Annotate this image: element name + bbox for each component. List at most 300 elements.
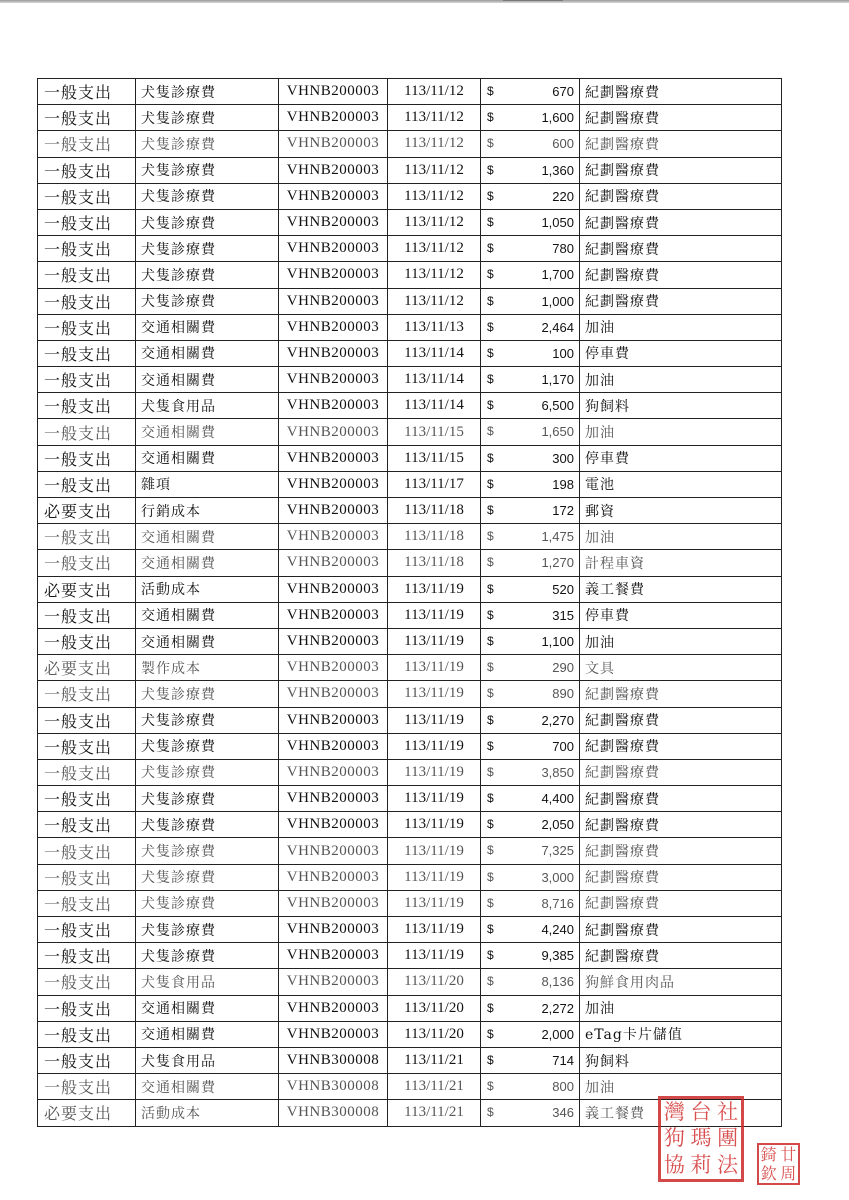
expense-item-cell: 犬隻診療費 — [136, 681, 279, 707]
expense-item-cell: 犬隻食用品 — [136, 393, 279, 419]
amount-value: 6,500 — [541, 398, 574, 414]
expense-category-cell: 一般支出 — [38, 1021, 136, 1047]
voucher-code-cell: VHNB200003 — [279, 838, 388, 864]
currency-symbol: $ — [487, 843, 494, 858]
amount-value: 4,400 — [541, 791, 574, 807]
date-cell: 113/11/12 — [388, 157, 481, 183]
date-cell: 113/11/12 — [388, 288, 481, 314]
voucher-code-cell: VHNB200003 — [279, 498, 388, 524]
note-cell: 郵資 — [580, 498, 782, 524]
amount-value: 890 — [552, 686, 574, 702]
amount-cell — [481, 786, 580, 812]
amount-cell — [481, 79, 580, 105]
expense-item-cell: 交通相關費 — [136, 995, 279, 1021]
currency-symbol: $ — [487, 791, 494, 806]
expense-item-cell: 雜項 — [136, 471, 279, 497]
voucher-code-cell: VHNB200003 — [279, 524, 388, 550]
expense-item-cell: 犬隻診療費 — [136, 786, 279, 812]
expense-item-cell: 交通相關費 — [136, 628, 279, 654]
currency-symbol: $ — [487, 267, 494, 282]
table-row — [38, 393, 782, 419]
amount-cell — [481, 681, 580, 707]
expense-category-cell: 一般支出 — [38, 419, 136, 445]
expense-category-cell: 一般支出 — [38, 943, 136, 969]
table-row — [38, 131, 782, 157]
voucher-code-cell: VHNB200003 — [279, 995, 388, 1021]
note-cell: 停車費 — [580, 602, 782, 628]
expense-item-cell: 犬隻診療費 — [136, 733, 279, 759]
amount-value: 315 — [552, 607, 574, 623]
amount-value: 3,850 — [541, 764, 574, 780]
expense-item-cell: 交通相關費 — [136, 314, 279, 340]
amount-cell — [481, 969, 580, 995]
currency-symbol: $ — [487, 974, 494, 989]
table-row — [38, 890, 782, 916]
table-row — [38, 733, 782, 759]
voucher-code-cell: VHNB200003 — [279, 183, 388, 209]
voucher-code-cell: VHNB200003 — [279, 1021, 388, 1047]
table-row — [38, 655, 782, 681]
expense-category-cell: 一般支出 — [38, 995, 136, 1021]
currency-symbol: $ — [487, 529, 494, 544]
note-cell: 加油 — [580, 367, 782, 393]
date-cell: 113/11/19 — [388, 681, 481, 707]
amount-cell — [481, 445, 580, 471]
amount-cell — [481, 236, 580, 262]
expense-category-cell: 一般支出 — [38, 314, 136, 340]
expense-category-cell: 一般支出 — [38, 471, 136, 497]
voucher-code-cell: VHNB200003 — [279, 733, 388, 759]
amount-value: 9,385 — [541, 948, 574, 964]
expense-category-cell: 必要支出 — [38, 498, 136, 524]
currency-symbol: $ — [487, 188, 494, 203]
expense-item-cell: 交通相關費 — [136, 445, 279, 471]
expense-category-cell: 一般支出 — [38, 131, 136, 157]
table-row — [38, 786, 782, 812]
note-cell: 紀劃醫療費 — [580, 183, 782, 209]
amount-cell — [481, 157, 580, 183]
expense-item-cell: 犬隻診療費 — [136, 838, 279, 864]
date-cell: 113/11/21 — [388, 1047, 481, 1073]
voucher-code-cell: VHNB200003 — [279, 969, 388, 995]
currency-symbol: $ — [487, 660, 494, 675]
expense-item-cell: 交通相關費 — [136, 524, 279, 550]
expense-category-cell: 一般支出 — [38, 917, 136, 943]
note-cell: 加油 — [580, 314, 782, 340]
expense-item-cell: 活動成本 — [136, 576, 279, 602]
note-cell: 電池 — [580, 471, 782, 497]
date-cell: 113/11/20 — [388, 995, 481, 1021]
amount-cell — [481, 393, 580, 419]
expense-item-cell: 犬隻診療費 — [136, 288, 279, 314]
amount-cell — [481, 995, 580, 1021]
currency-symbol: $ — [487, 450, 494, 465]
date-cell: 113/11/21 — [388, 1100, 481, 1126]
currency-symbol: $ — [487, 1079, 494, 1094]
expense-item-cell: 犬隻診療費 — [136, 707, 279, 733]
note-cell: 紀劃醫療費 — [580, 262, 782, 288]
amount-value: 8,136 — [541, 974, 574, 990]
note-cell: 紀劃醫療費 — [580, 733, 782, 759]
note-cell: 紀劃醫療費 — [580, 105, 782, 131]
currency-symbol: $ — [487, 869, 494, 884]
note-cell: 加油 — [580, 628, 782, 654]
currency-symbol: $ — [487, 1105, 494, 1120]
date-cell: 113/11/12 — [388, 183, 481, 209]
amount-cell — [481, 1021, 580, 1047]
amount-value: 714 — [552, 1052, 574, 1068]
amount-value: 1,270 — [541, 555, 574, 571]
table-row — [38, 995, 782, 1021]
table-row — [38, 340, 782, 366]
note-cell: 紀劃醫療費 — [580, 288, 782, 314]
note-cell: 紀劃醫療費 — [580, 917, 782, 943]
currency-symbol: $ — [487, 712, 494, 727]
amount-value: 220 — [552, 188, 574, 204]
expense-item-cell: 犬隻食用品 — [136, 969, 279, 995]
date-cell: 113/11/19 — [388, 576, 481, 602]
amount-value: 8,716 — [541, 895, 574, 911]
amount-cell — [481, 131, 580, 157]
currency-symbol: $ — [487, 948, 494, 963]
date-cell: 113/11/12 — [388, 209, 481, 235]
amount-cell — [481, 367, 580, 393]
note-cell: 停車費 — [580, 340, 782, 366]
date-cell: 113/11/20 — [388, 1021, 481, 1047]
expense-item-cell: 犬隻診療費 — [136, 79, 279, 105]
personal-seal: 錡 廿 欽 周 — [757, 1143, 800, 1185]
note-cell: 加油 — [580, 419, 782, 445]
amount-cell — [481, 890, 580, 916]
table-row — [38, 419, 782, 445]
amount-cell — [481, 262, 580, 288]
expense-category-cell: 一般支出 — [38, 236, 136, 262]
expense-category-cell: 一般支出 — [38, 550, 136, 576]
date-cell: 113/11/18 — [388, 524, 481, 550]
expense-category-cell: 一般支出 — [38, 1047, 136, 1073]
note-cell: 紀劃醫療費 — [580, 236, 782, 262]
amount-cell — [481, 655, 580, 681]
expense-category-cell: 一般支出 — [38, 157, 136, 183]
note-cell: 狗飼料 — [580, 393, 782, 419]
currency-symbol: $ — [487, 424, 494, 439]
currency-symbol: $ — [487, 922, 494, 936]
currency-symbol: $ — [487, 1026, 494, 1041]
expense-item-cell: 犬隻診療費 — [136, 943, 279, 969]
note-cell: 紀劃醫療費 — [580, 209, 782, 235]
expense-item-cell: 犬隻診療費 — [136, 157, 279, 183]
expense-item-cell: 犬隻診療費 — [136, 812, 279, 838]
amount-value: 2,000 — [541, 1026, 574, 1042]
date-cell: 113/11/18 — [388, 550, 481, 576]
voucher-code-cell: VHNB200003 — [279, 419, 388, 445]
note-cell: 紀劃醫療費 — [580, 707, 782, 733]
currency-symbol: $ — [487, 633, 494, 648]
amount-value: 1,000 — [541, 293, 574, 309]
amount-value: 2,270 — [541, 712, 574, 728]
voucher-code-cell: VHNB200003 — [279, 209, 388, 235]
expense-category-cell: 一般支出 — [38, 812, 136, 838]
expense-category-cell: 一般支出 — [38, 340, 136, 366]
table-row — [38, 759, 782, 785]
amount-value: 4,240 — [541, 922, 574, 937]
date-cell: 113/11/19 — [388, 786, 481, 812]
date-cell: 113/11/15 — [388, 445, 481, 471]
expense-ledger-table — [37, 78, 782, 1127]
currency-symbol: $ — [487, 319, 494, 334]
date-cell: 113/11/19 — [388, 759, 481, 785]
amount-value: 1,050 — [541, 214, 574, 230]
date-cell: 113/11/19 — [388, 864, 481, 890]
amount-cell — [481, 288, 580, 314]
amount-cell — [481, 183, 580, 209]
expense-item-cell: 行銷成本 — [136, 498, 279, 524]
expense-item-cell: 犬隻診療費 — [136, 890, 279, 916]
expense-category-cell: 一般支出 — [38, 105, 136, 131]
amount-value: 290 — [552, 660, 574, 676]
amount-value: 600 — [552, 136, 574, 152]
table-row — [38, 79, 782, 105]
date-cell: 113/11/19 — [388, 890, 481, 916]
voucher-code-cell: VHNB200003 — [279, 340, 388, 366]
amount-value: 1,100 — [541, 633, 574, 649]
date-cell: 113/11/19 — [388, 707, 481, 733]
currency-symbol: $ — [487, 607, 494, 622]
expense-item-cell: 犬隻診療費 — [136, 864, 279, 890]
expense-item-cell: 犬隻診療費 — [136, 131, 279, 157]
expense-category-cell: 一般支出 — [38, 759, 136, 785]
expense-item-cell: 犬隻診療費 — [136, 209, 279, 235]
amount-value: 346 — [552, 1105, 574, 1121]
voucher-code-cell: VHNB200003 — [279, 262, 388, 288]
voucher-code-cell: VHNB200003 — [279, 471, 388, 497]
date-cell: 113/11/12 — [388, 131, 481, 157]
amount-value: 1,600 — [541, 110, 574, 126]
currency-symbol: $ — [487, 241, 494, 256]
amount-cell — [481, 576, 580, 602]
expense-category-cell: 一般支出 — [38, 628, 136, 654]
date-cell: 113/11/18 — [388, 498, 481, 524]
amount-value: 1,475 — [541, 529, 574, 545]
table-row — [38, 550, 782, 576]
note-cell: 紀劃醫療費 — [580, 131, 782, 157]
expense-category-cell: 必要支出 — [38, 576, 136, 602]
note-cell: 文具 — [580, 655, 782, 681]
amount-value: 2,050 — [541, 817, 574, 833]
amount-cell — [481, 524, 580, 550]
currency-symbol: $ — [487, 162, 494, 177]
note-cell: 加油 — [580, 1074, 782, 1100]
expense-category-cell: 一般支出 — [38, 864, 136, 890]
date-cell: 113/11/19 — [388, 628, 481, 654]
note-cell: 義工餐費 — [580, 576, 782, 602]
expense-category-cell: 一般支出 — [38, 209, 136, 235]
table-row — [38, 157, 782, 183]
expense-item-cell: 交通相關費 — [136, 1074, 279, 1100]
amount-value: 100 — [552, 345, 574, 361]
expense-item-cell: 交通相關費 — [136, 602, 279, 628]
voucher-code-cell: VHNB200003 — [279, 890, 388, 916]
note-cell: 紀劃醫療費 — [580, 812, 782, 838]
expense-category-cell: 一般支出 — [38, 733, 136, 759]
scan-edge-top — [0, 0, 849, 3]
table-row — [38, 576, 782, 602]
note-cell: 紀劃醫療費 — [580, 864, 782, 890]
expense-item-cell: 犬隻診療費 — [136, 759, 279, 785]
amount-value: 1,700 — [541, 267, 574, 283]
currency-symbol: $ — [487, 686, 494, 701]
note-cell: 紀劃醫療費 — [580, 838, 782, 864]
ledger-body — [38, 79, 782, 1127]
amount-value: 780 — [552, 241, 574, 257]
date-cell: 113/11/15 — [388, 419, 481, 445]
note-cell: 加油 — [580, 995, 782, 1021]
date-cell: 113/11/14 — [388, 367, 481, 393]
voucher-code-cell: VHNB200003 — [279, 812, 388, 838]
table-row — [38, 943, 782, 969]
organization-seal: 灣 台 社 狗 瑪 團 協 莉 法 — [658, 1096, 744, 1182]
date-cell: 113/11/19 — [388, 812, 481, 838]
note-cell: 紀劃醫療費 — [580, 79, 782, 105]
voucher-code-cell: VHNB200003 — [279, 79, 388, 105]
table-row — [38, 628, 782, 654]
amount-value: 670 — [552, 84, 574, 99]
expense-category-cell: 一般支出 — [38, 838, 136, 864]
voucher-code-cell: VHNB300008 — [279, 1047, 388, 1073]
note-cell: eTag卡片儲值 — [580, 1021, 782, 1047]
amount-cell — [481, 498, 580, 524]
amount-value: 1,360 — [541, 162, 574, 178]
note-cell: 計程車資 — [580, 550, 782, 576]
note-cell: 紀劃醫療費 — [580, 943, 782, 969]
expense-category-cell: 必要支出 — [38, 1100, 136, 1126]
table-row — [38, 864, 782, 890]
expense-category-cell: 一般支出 — [38, 445, 136, 471]
date-cell: 113/11/19 — [388, 943, 481, 969]
voucher-code-cell: VHNB200003 — [279, 917, 388, 943]
table-row — [38, 262, 782, 288]
currency-symbol: $ — [487, 817, 494, 832]
amount-cell — [481, 812, 580, 838]
amount-cell — [481, 838, 580, 864]
scan-artifact — [503, 0, 563, 1]
note-cell: 停車費 — [580, 445, 782, 471]
amount-value: 3,000 — [541, 869, 574, 885]
amount-cell — [481, 628, 580, 654]
amount-cell — [481, 733, 580, 759]
date-cell: 113/11/14 — [388, 340, 481, 366]
currency-symbol: $ — [487, 1052, 494, 1067]
amount-value: 198 — [552, 476, 574, 492]
note-cell: 紀劃醫療費 — [580, 157, 782, 183]
expense-category-cell: 一般支出 — [38, 969, 136, 995]
currency-symbol: $ — [487, 136, 494, 151]
voucher-code-cell: VHNB200003 — [279, 655, 388, 681]
expense-category-cell: 一般支出 — [38, 602, 136, 628]
expense-category-cell: 一般支出 — [38, 524, 136, 550]
expense-category-cell: 一般支出 — [38, 393, 136, 419]
expense-item-cell: 交通相關費 — [136, 367, 279, 393]
expense-item-cell: 犬隻診療費 — [136, 236, 279, 262]
date-cell: 113/11/12 — [388, 262, 481, 288]
expense-category-cell: 一般支出 — [38, 262, 136, 288]
note-cell: 紀劃醫療費 — [580, 786, 782, 812]
currency-symbol: $ — [487, 372, 494, 387]
date-cell: 113/11/19 — [388, 838, 481, 864]
amount-cell — [481, 314, 580, 340]
amount-value: 700 — [552, 738, 574, 754]
amount-cell — [481, 1047, 580, 1073]
currency-symbol: $ — [487, 503, 494, 517]
expense-category-cell: 一般支出 — [38, 681, 136, 707]
table-row — [38, 183, 782, 209]
expense-item-cell: 製作成本 — [136, 655, 279, 681]
table-row — [38, 105, 782, 131]
note-cell: 紀劃醫療費 — [580, 890, 782, 916]
currency-symbol: $ — [487, 476, 494, 491]
table-row — [38, 445, 782, 471]
currency-symbol: $ — [487, 895, 494, 910]
amount-cell — [481, 917, 580, 943]
voucher-code-cell: VHNB200003 — [279, 288, 388, 314]
table-row — [38, 498, 782, 524]
amount-cell — [481, 419, 580, 445]
expense-category-cell: 一般支出 — [38, 707, 136, 733]
note-cell: 義工餐費 — [580, 1100, 782, 1126]
table-row — [38, 471, 782, 497]
voucher-code-cell: VHNB200003 — [279, 681, 388, 707]
table-row — [38, 602, 782, 628]
expense-category-cell: 一般支出 — [38, 79, 136, 105]
date-cell: 113/11/12 — [388, 105, 481, 131]
currency-symbol: $ — [487, 293, 494, 308]
currency-symbol: $ — [487, 1000, 494, 1015]
voucher-code-cell: VHNB200003 — [279, 236, 388, 262]
table-row — [38, 524, 782, 550]
amount-value: 2,272 — [541, 1000, 574, 1016]
currency-symbol: $ — [487, 764, 494, 779]
date-cell: 113/11/20 — [388, 969, 481, 995]
expense-category-cell: 一般支出 — [38, 1074, 136, 1100]
amount-cell — [481, 550, 580, 576]
table-row — [38, 367, 782, 393]
amount-value: 172 — [552, 503, 574, 518]
amount-value: 1,170 — [541, 372, 574, 388]
date-cell: 113/11/19 — [388, 655, 481, 681]
amount-cell — [481, 707, 580, 733]
expense-item-cell: 交通相關費 — [136, 340, 279, 366]
amount-cell — [481, 602, 580, 628]
date-cell: 113/11/19 — [388, 733, 481, 759]
table-row — [38, 288, 782, 314]
amount-value: 1,650 — [541, 424, 574, 440]
date-cell: 113/11/13 — [388, 314, 481, 340]
voucher-code-cell: VHNB300008 — [279, 1074, 388, 1100]
amount-cell — [481, 471, 580, 497]
note-cell: 加油 — [580, 524, 782, 550]
table-row — [38, 917, 782, 943]
date-cell: 113/11/17 — [388, 471, 481, 497]
voucher-code-cell: VHNB200003 — [279, 759, 388, 785]
amount-cell — [481, 864, 580, 890]
currency-symbol: $ — [487, 345, 494, 360]
voucher-code-cell: VHNB200003 — [279, 602, 388, 628]
expense-category-cell: 一般支出 — [38, 890, 136, 916]
expense-category-cell: 一般支出 — [38, 288, 136, 314]
currency-symbol: $ — [487, 738, 494, 753]
amount-value: 800 — [552, 1079, 574, 1095]
currency-symbol: $ — [487, 581, 494, 596]
